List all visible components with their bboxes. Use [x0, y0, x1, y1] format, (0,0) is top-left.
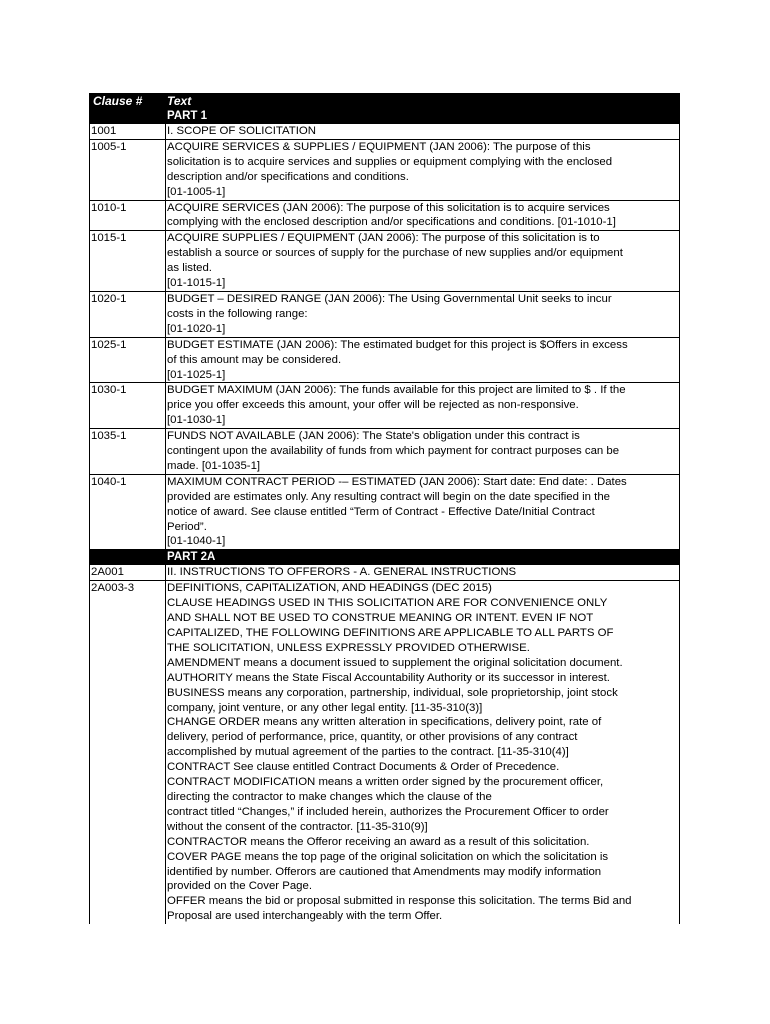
clause-text-line: accomplished by mutual agreement of the parties to the contract. [11-35-310(4)]	[167, 746, 569, 759]
clause-text-line: delivery, period of performance, price, quantity, or other provisions of any contract	[167, 731, 578, 744]
text-column-header: Text	[167, 94, 192, 108]
clause-text-line: AUTHORITY means the State Fiscal Accountability Authority or its successor in interest.	[167, 671, 610, 684]
clause-text-line: description and/or specifications and conditions.	[167, 170, 409, 183]
part-2a-rows	[89, 565, 680, 924]
clause-number: 2A001	[89, 565, 165, 581]
table-row	[89, 429, 680, 475]
clause-number: 1005-1	[89, 140, 165, 201]
clause-text-line: identified by number. Offerors are cautioned that Amendments may modify information	[167, 865, 602, 878]
clause-text-line: DEFINITIONS, CAPITALIZATION, AND HEADINGS (DEC 2015)	[167, 582, 492, 595]
clause-text-line: contingent upon the availability of funds from which payment for contract purposes can be	[167, 445, 620, 458]
clause-text	[165, 429, 680, 475]
clause-text-line: provided are estimates only. Any resulting contract will begin on the date specified in the	[167, 490, 611, 503]
clause-number: 1030-1	[89, 383, 165, 429]
clause-text	[165, 565, 680, 581]
table-row	[89, 140, 680, 201]
clause-text-line: made. [01-1035-1]	[167, 459, 261, 472]
clause-text-line: as listed.	[167, 262, 212, 275]
clause-text-line: company, joint venture, or any other legal entity. [11-35-310(3)]	[167, 701, 483, 714]
clause-text	[165, 475, 680, 551]
clause-number: 1025-1	[89, 338, 165, 384]
clause-text-line: BUSINESS means any corporation, partnership, individual, sole proprietorship, joint stock	[167, 686, 618, 699]
clause-text-line: II. INSTRUCTIONS TO OFFERORS - A. GENERAL INSTRUCTIONS	[167, 566, 517, 579]
clause-text	[165, 231, 680, 292]
clause-text-line: [01-1030-1]	[167, 414, 226, 427]
clause-text	[165, 292, 680, 338]
clause-text-line: notice of award. See clause entitled “Term of Contract - Effective Date/Initial Contract	[167, 505, 595, 518]
part-2a-heading	[89, 550, 680, 565]
clause-number: 1015-1	[89, 231, 165, 292]
part-1-heading	[89, 109, 680, 124]
table-row	[89, 201, 680, 232]
clause-text	[165, 338, 680, 384]
clause-number: 1020-1	[89, 292, 165, 338]
clause-text-line: I. SCOPE OF SOLICITATION	[167, 125, 316, 137]
part-1-label: PART 1	[167, 110, 208, 122]
clause-text-line: [01-1025-1]	[167, 368, 226, 381]
clause-text-line: ACQUIRE SERVICES (JAN 2006): The purpose of this solicitation is to acquire services	[167, 201, 610, 214]
clause-text	[165, 383, 680, 429]
clause-text-line: without the consent of the contractor. [11-35-310(9)]	[167, 820, 428, 833]
clause-text-line: [01-1015-1]	[167, 277, 226, 290]
clause-text-line: directing the contractor to make changes which the clause of the	[167, 790, 492, 803]
clause-number: 1010-1	[89, 201, 165, 232]
table-row	[89, 565, 680, 581]
part-1-rows	[89, 124, 680, 550]
clause-text-line: [01-1040-1]	[167, 535, 226, 548]
clause-text-line: CONTRACTOR means the Offeror receiving an award as a result of this solicitation.	[167, 835, 590, 848]
clause-text-line: AND SHALL NOT BE USED TO CONSTRUE MEANING OR INTENT. EVEN IF NOT	[167, 612, 594, 625]
clause-text	[165, 140, 680, 201]
clause-text-line: CONTRACT See clause entitled Contract Documents & Order of Precedence.	[167, 761, 560, 774]
clause-text	[165, 201, 680, 232]
clause-number: 1001	[89, 124, 165, 140]
clause-text-line: costs in the following range:	[167, 307, 308, 320]
clause-text-line: CAPITALIZED, THE FOLLOWING DEFINITIONS ARE APPLICABLE TO ALL PARTS OF	[167, 627, 614, 639]
clause-column-header: Clause #	[93, 94, 143, 108]
clause-text-line: complying with the enclosed description and/or specifications and conditions. [01-1010-1]	[167, 216, 616, 229]
table-row	[89, 383, 680, 429]
clause-text-line: Proposal are used interchangeably with the term Offer.	[167, 910, 443, 923]
clause-text-line: contract titled “Changes,” if included herein, authorizes the Procurement Officer to order	[167, 805, 609, 818]
clause-text-line: AMENDMENT means a document issued to supplement the original solicitation document.	[167, 656, 623, 669]
clause-text	[165, 124, 680, 140]
clause-number: 2A003-3	[89, 581, 165, 924]
table-row	[89, 124, 680, 140]
clause-text-line: BUDGET – DESIRED RANGE (JAN 2006): The Using Governmental Unit seeks to incur	[167, 292, 612, 305]
clause-text-line: ACQUIRE SERVICES & SUPPLIES / EQUIPMENT (JAN 2006): The purpose of this	[167, 140, 591, 153]
clause-text-line: establish a source or sources of supply for the purchase of new supplies and/or equipment	[167, 247, 623, 260]
clause-text-line: ACQUIRE SUPPLIES / EQUIPMENT (JAN 2006): The purpose of this solicitation is to	[167, 232, 600, 245]
table-row	[89, 292, 680, 338]
clause-text-line: BUDGET MAXIMUM (JAN 2006): The funds available for this project are limited to $ . If the	[167, 384, 626, 397]
clause-text-line: FUNDS NOT AVAILABLE (JAN 2006): The State's obligation under this contract is	[167, 430, 580, 443]
clause-number: 1035-1	[89, 429, 165, 475]
clause-text-line: CONTRACT MODIFICATION means a written order signed by the procurement officer,	[167, 776, 604, 789]
table-row	[89, 231, 680, 292]
clause-text-line: solicitation is to acquire services and supplies or equipment complying with the enclosed	[167, 155, 613, 168]
clause-text-line: provided on the Cover Page.	[167, 880, 313, 893]
clause-text-line: [01-1020-1]	[167, 322, 226, 335]
clause-text	[165, 581, 680, 924]
part-2a-label: PART 2A	[167, 551, 216, 564]
table-row	[89, 475, 680, 551]
clause-text-line: COVER PAGE means the top page of the original solicitation on which the solicitation is	[167, 850, 609, 863]
table-header	[89, 93, 680, 109]
clause-text-line: THE SOLICITATION, UNLESS EXPRESSLY PROVIDED OTHERWISE.	[167, 641, 530, 654]
clause-table	[89, 93, 680, 924]
clause-number: 1040-1	[89, 475, 165, 551]
table-row	[89, 338, 680, 384]
clause-text-line: Period”.	[167, 520, 207, 533]
table-row	[89, 581, 680, 924]
clause-text-line: price you offer exceeds this amount, your offer will be rejected as non-responsive.	[167, 399, 579, 412]
clause-text-line: of this amount may be considered.	[167, 353, 342, 366]
clause-text-line: OFFER means the bid or proposal submitted in response this solicitation. The terms Bid and	[167, 895, 632, 908]
clause-text-line: MAXIMUM CONTRACT PERIOD -– ESTIMATED (JAN 2006): Start date: End date: . Dates	[167, 475, 627, 488]
clause-text-line: BUDGET ESTIMATE (JAN 2006): The estimated budget for this project is $Offers in excess	[167, 338, 628, 351]
clause-text-line: CLAUSE HEADINGS USED IN THIS SOLICITATION ARE FOR CONVENIENCE ONLY	[167, 597, 608, 610]
clause-text-line: [01-1005-1]	[167, 185, 226, 198]
clause-text-line: CHANGE ORDER means any written alteration in specifications, delivery point, rate of	[167, 716, 602, 729]
